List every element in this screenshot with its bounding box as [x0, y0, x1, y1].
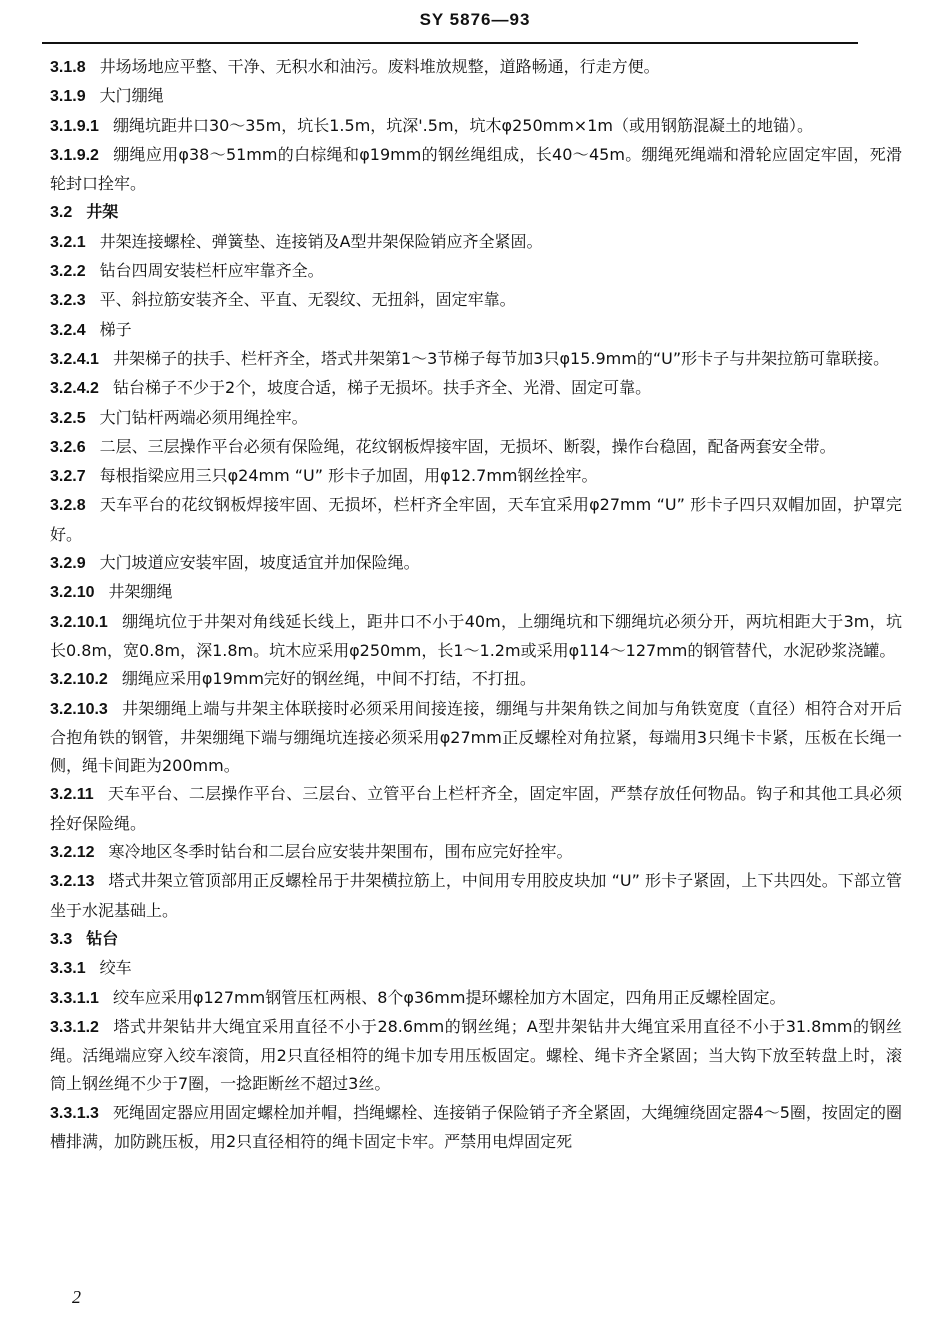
clause-paragraph	[50, 141, 902, 199]
clause-text: 绷绳坑位于井架对角线延长线上，距井口不小于40m，上绷绳坑和下绷绳坑必须分开，两坑相距大于3m，坑长0.8m，宽0.8m，深1.8m。坑木应采用φ250mm，长1～1.2m或采用φ114～127mm的钢管替代，水泥砂浆浇罐。	[50, 611, 902, 660]
clause-paragraph	[50, 433, 902, 462]
clause-text: 绷绳坑距井口30～35m，坑长1.5m，坑深'.5m，坑木φ250mm×1m（或用钢筋混凝土的地锚）。	[112, 115, 813, 135]
clause-paragraph	[50, 578, 902, 607]
clause-number: 3.2.4.1	[50, 350, 99, 368]
clause-text: 天车平台、二层操作平台、三层台、立管平台上栏杆齐全，固定牢固，严禁存放任何物品。钩子和其他工具必须拴好保险绳。	[50, 784, 902, 833]
clause-number: 3.2.12	[50, 844, 95, 862]
clause-number: 3.3	[50, 930, 73, 948]
clause-paragraph	[50, 954, 902, 983]
clause-number: 3.2.11	[50, 786, 94, 804]
clause-paragraph	[50, 82, 902, 111]
clause-text: 死绳固定器应用固定螺栓加并帽，挡绳螺栓、连接销子保险销子齐全紧固，大绳缠绕固定器4～5圈，按固定的圈槽排满，加防跳压板，用2只直径相符的绳卡固定卡牢。严禁用电焊固定死	[50, 1102, 902, 1151]
clause-text: 塔式井架立管顶部用正反螺栓吊于井架横拉筋上，中间用专用胶皮块加 “U” 形卡子紧固，上下共四处。下部立管坐于水泥基础上。	[50, 871, 902, 920]
clause-paragraph	[50, 608, 902, 666]
clause-paragraph	[50, 462, 902, 491]
clause-paragraph	[50, 780, 902, 838]
standard-code-header: SY 5876—93	[419, 10, 531, 29]
clause-text: 绞车	[99, 958, 132, 978]
clause-number: 3.1.8	[50, 59, 86, 76]
clause-paragraph	[50, 198, 902, 227]
clause-number: 3.2.2	[50, 263, 86, 281]
clause-paragraph	[50, 374, 902, 403]
document-body	[50, 53, 902, 1156]
clause-number: 3.2.10	[50, 584, 95, 602]
clause-text: 二层、三层操作平台必须有保险绳，花纹钢板焊接牢固，无损坏、断裂，操作台稳固，配备两套安全带。	[99, 436, 836, 456]
clause-number: 3.2	[50, 204, 73, 222]
clause-number: 3.2.10.2	[50, 671, 108, 689]
clause-text: 塔式井架钻井大绳宜采用直径不小于28.6mm的钢丝绳；A型井架钻井大绳宜采用直径不小于31.8mm的钢丝绳。活绳端应穿入绞车滚筒，用2只直径相符的绳卡加专用压板固定。螺栓、绳卡齐全紧固；当大钩下放至转盘上时，滚筒上钢丝绳不少于7圈，一捻距断丝不超过3丝。	[50, 1016, 902, 1094]
section-heading: 井架	[86, 202, 119, 222]
clause-number: 3.1.9.2	[50, 146, 99, 164]
clause-paragraph	[50, 345, 902, 374]
clause-text: 钻台四周安装栏杆应牢靠齐全。	[99, 261, 324, 281]
clause-paragraph	[50, 1099, 902, 1157]
clause-number: 3.2.13	[50, 873, 95, 891]
clause-text: 井场场地应平整、干净、无积水和油污。废料堆放规整，道路畅通，行走方便。	[99, 57, 660, 76]
clause-text: 大门绷绳	[99, 86, 164, 106]
clause-text: 井架绷绳	[108, 582, 173, 602]
clause-paragraph	[50, 286, 902, 315]
clause-text: 绞车应采用φ127mm钢管压杠两根、8个φ36mm提环螺栓加方木固定，四角用正反螺栓固定。	[112, 987, 786, 1007]
clause-text: 寒冷地区冬季时钻台和二层台应安装井架围布，围布应完好拴牢。	[108, 842, 573, 862]
clause-text: 天车平台的花纹钢板焊接牢固、无损坏，栏杆齐全牢固，天车宜采用φ27mm “U” 形卡子四只双帽加固，护罩完好。	[50, 495, 902, 544]
clause-paragraph	[50, 867, 902, 925]
clause-number: 3.2.1	[50, 233, 86, 251]
clause-paragraph	[50, 112, 902, 141]
clause-text: 每根指梁应用三只φ24mm “U” 形卡子加固，用φ12.7mm钢丝拴牢。	[99, 466, 598, 486]
clause-text: 梯子	[99, 319, 132, 339]
clause-paragraph	[50, 549, 902, 578]
clause-number: 3.3.1.3	[50, 1104, 99, 1122]
clause-paragraph	[50, 984, 902, 1013]
clause-paragraph	[50, 404, 902, 433]
clause-number: 3.2.6	[50, 438, 86, 456]
clause-text: 井架连接螺栓、弹簧垫、连接销及A型井架保险销应齐全紧固。	[99, 231, 543, 251]
clause-number: 3.3.1.2	[50, 1018, 99, 1036]
clause-number: 3.2.5	[50, 409, 86, 427]
page-number: 2	[72, 1287, 81, 1307]
clause-paragraph	[50, 695, 902, 781]
clause-number: 3.1.9.1	[50, 117, 99, 135]
clause-text: 钻台梯子不少于2个，坡度合适，梯子无损坏。扶手齐全、光滑、固定可靠。	[112, 378, 652, 398]
clause-number: 3.2.7	[50, 468, 86, 486]
clause-paragraph	[50, 53, 902, 82]
clause-paragraph	[50, 665, 902, 694]
clause-number: 3.2.3	[50, 292, 86, 310]
clause-number: 3.3.1.1	[50, 989, 99, 1007]
clause-paragraph	[50, 228, 902, 257]
clause-text: 绷绳应采用φ19mm完好的钢丝绳，中间不打结，不打扭。	[121, 669, 536, 689]
clause-paragraph	[50, 838, 902, 867]
clause-number: 3.2.9	[50, 555, 86, 573]
section-heading: 钻台	[86, 928, 119, 948]
clause-number: 3.1.9	[50, 88, 86, 106]
clause-number: 3.2.10.1	[50, 613, 108, 631]
clause-paragraph	[50, 316, 902, 345]
clause-text: 井架绷绳上端与井架主体联接时必须采用间接连接，绷绳与井架角铁之间加与角铁宽度（直径）相符合对开后合抱角铁的钢管，井架绷绳下端与绷绳坑连接必须采用φ27mm正反螺栓对角拉紧，每端用3只绳卡卡紧，压板在长绳一侧，绳卡间距为200mm。	[50, 698, 902, 776]
clause-number: 3.2.4.2	[50, 380, 99, 398]
clause-number: 3.2.8	[50, 497, 86, 515]
clause-text: 大门坡道应安装牢固，坡度适宜并加保险绳。	[99, 553, 420, 573]
clause-text: 平、斜拉筋安装齐全、平直、无裂纹、无扭斜，固定牢靠。	[99, 290, 516, 310]
clause-text: 绷绳应用φ38～51mm的白棕绳和φ19mm的钢丝绳组成，长40～45m。绷绳死绳端和滑轮应固定牢固，死滑轮封口拴牢。	[50, 144, 902, 194]
header-rule	[42, 42, 858, 44]
clause-paragraph	[50, 257, 902, 286]
clause-number: 3.2.4	[50, 321, 86, 339]
clause-paragraph	[50, 491, 902, 549]
clause-text: 井架梯子的扶手、栏杆齐全，塔式井架第1～3节梯子每节加3只φ15.9mm的“U”形卡子与井架拉筋可靠联接。	[112, 348, 890, 368]
clause-text: 大门钻杆两端必须用绳拴牢。	[99, 407, 308, 427]
clause-number: 3.3.1	[50, 960, 86, 978]
clause-number: 3.2.10.3	[50, 700, 108, 718]
clause-paragraph	[50, 1013, 902, 1099]
clause-paragraph	[50, 925, 902, 954]
